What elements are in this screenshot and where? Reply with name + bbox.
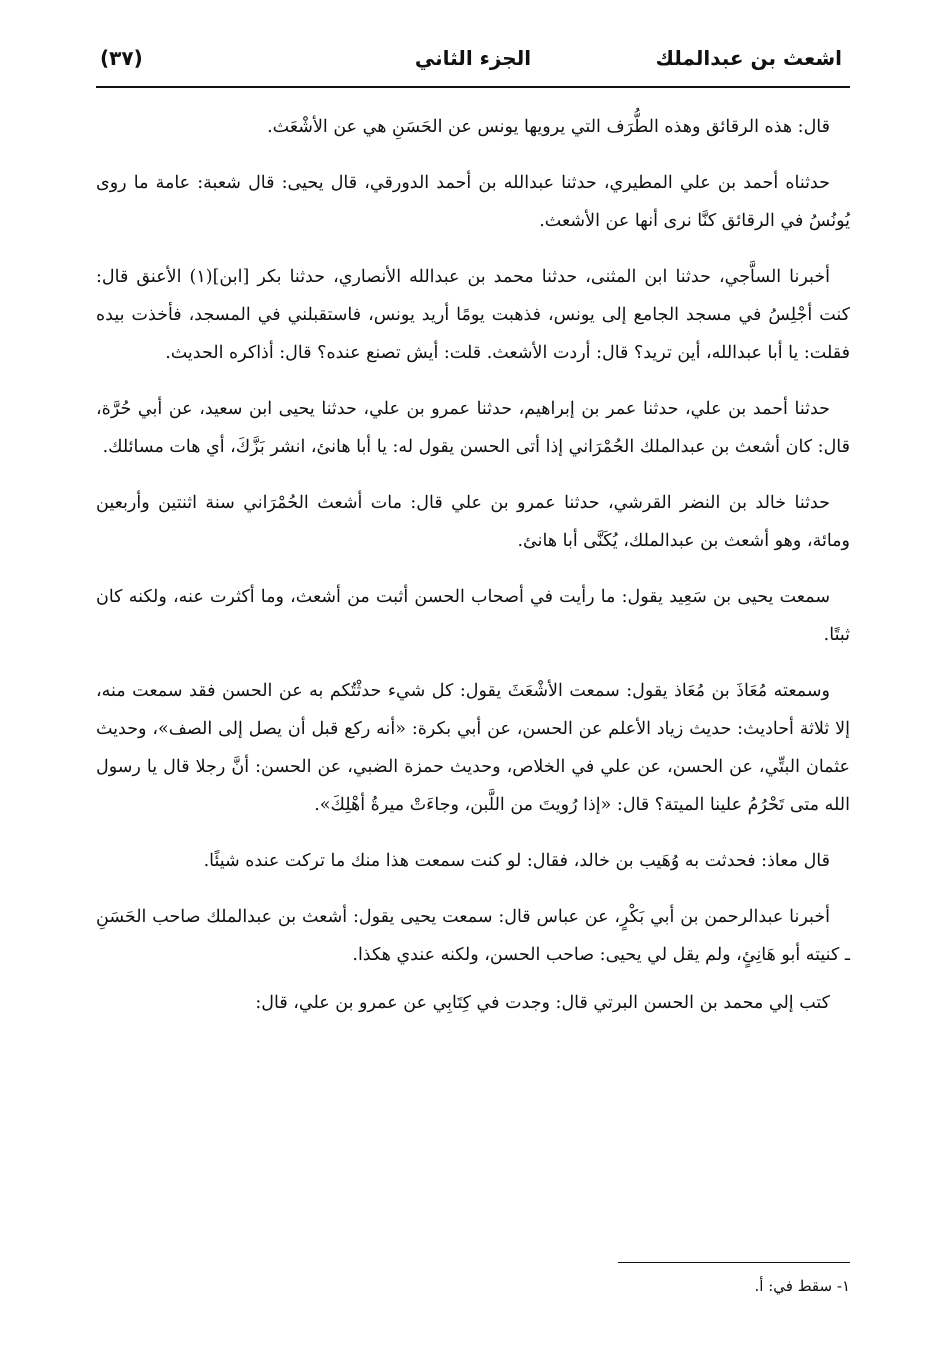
footnote: ١- سقط في: أ. <box>754 1277 850 1295</box>
paragraph: سمعت يحيى بن سَعِيد يقول: ما رأيت في أصحاب الحسن أثبت من أشعث، وما أكثرت عنه، ولكنه كان ثبتًا. <box>96 587 850 645</box>
volume-title: الجزء الثاني <box>414 46 532 70</box>
paragraph: حدثناه أحمد بن علي المطيري، حدثنا عبدالله بن أحمد الدورقي، قال يحيى: قال شعبة: عامة ما روى يُونُسُ في الرقائق كنَّا نرى أنها عن الأشعث. <box>96 173 850 231</box>
paragraph: حدثنا خالد بن النضر القرشي، حدثنا عمرو بن علي قال: مات أشعث الحُمْرَاني سنة اثنتين وأربعين ومائة، وهو أشعث بن عبدالملك، يُكَنَّى أبا هانئ. <box>96 493 850 551</box>
page-header <box>96 40 850 80</box>
paragraph: كتب إلي محمد بن الحسن البرتي قال: وجدت في كِتَابِي عن عمرو بن علي، قال: <box>255 993 830 1013</box>
running-title: اشعث بن عبدالملك <box>655 46 842 70</box>
document-page <box>96 0 850 1357</box>
paragraph: وسمعته مُعَاذَ بن مُعَاذ يقول: سمعت الأشْعَثَ يقول: كل شيء حدثْتُكم به عن الحسن فقد سمعت منه، إلا ثلاثة أحاديث: حديث زياد الأعلم عن الحسن، عن أبي بكرة: «أنه ركع قبل أن يصل إلى الصف»، وحديث عثمان البتِّي، عن الحسن، عن علي في الخلاص، وحديث حمزة الضبي، عن الحسن: أنَّ رجلا قال يا رسول الله متى تَحْرُمُ علينا الميتة؟ قال: «إذا رُويتَ من اللَّبن، وجاءَتْ ميرةُ أهْلِكَ». <box>96 681 850 815</box>
paragraph: قال معاذ: فحدثت به وُهَيب بن خالد، فقال: لو كنت سمعت هذا منك ما تركت عنده شيئًا. <box>203 851 830 871</box>
main-text <box>96 108 850 1040</box>
paragraph: أخبرنا الساَّجي، حدثنا ابن المثنى، حدثنا محمد بن عبدالله الأنصاري، حدثنا بكر [ابن](١) الأعنق قال: كنت أجْلِسُ في مسجد الجامع إلى يونس، فذهبت يومًا أريد يونس، فاستقبلني في المسجد، فأخذت بيده فقلت: يا أبا عبدالله، أين تريد؟ قال: أردت الأشعث. قلت: أيش تصنع عنده؟ قال: أذاكره الحديث. <box>96 267 850 363</box>
header-divider <box>96 86 850 88</box>
page-number: (٣٧) <box>100 46 143 70</box>
paragraph: قال: هذه الرقائق وهذه الطُّرَف التي يرويها يونس عن الحَسَنِ هي عن الأشْعَث. <box>267 117 830 137</box>
paragraph: حدثنا أحمد بن علي، حدثنا عمر بن إبراهيم، حدثنا عمرو بن علي، حدثنا يحيى ابن سعيد، عن أبي حُرَّة، قال: كان أشعث بن عبدالملك الحُمْرَاني إذا أتى الحسن يقول له: يا أبا هانئ، انشر بَزَّكَ، أي هات مسائلك. <box>96 399 850 457</box>
paragraph: أخبرنا عبدالرحمن بن أبي بَكْرٍ، عن عباس قال: سمعت يحيى يقول: أشعث بن عبدالملك صاحب الحَسَنِ ـ كنيته أبو هَانِئٍ، ولم يقل لي يحيى: صاحب الحسن، ولكنه عندي هكذا. <box>96 907 850 965</box>
footnote-divider <box>618 1262 850 1263</box>
